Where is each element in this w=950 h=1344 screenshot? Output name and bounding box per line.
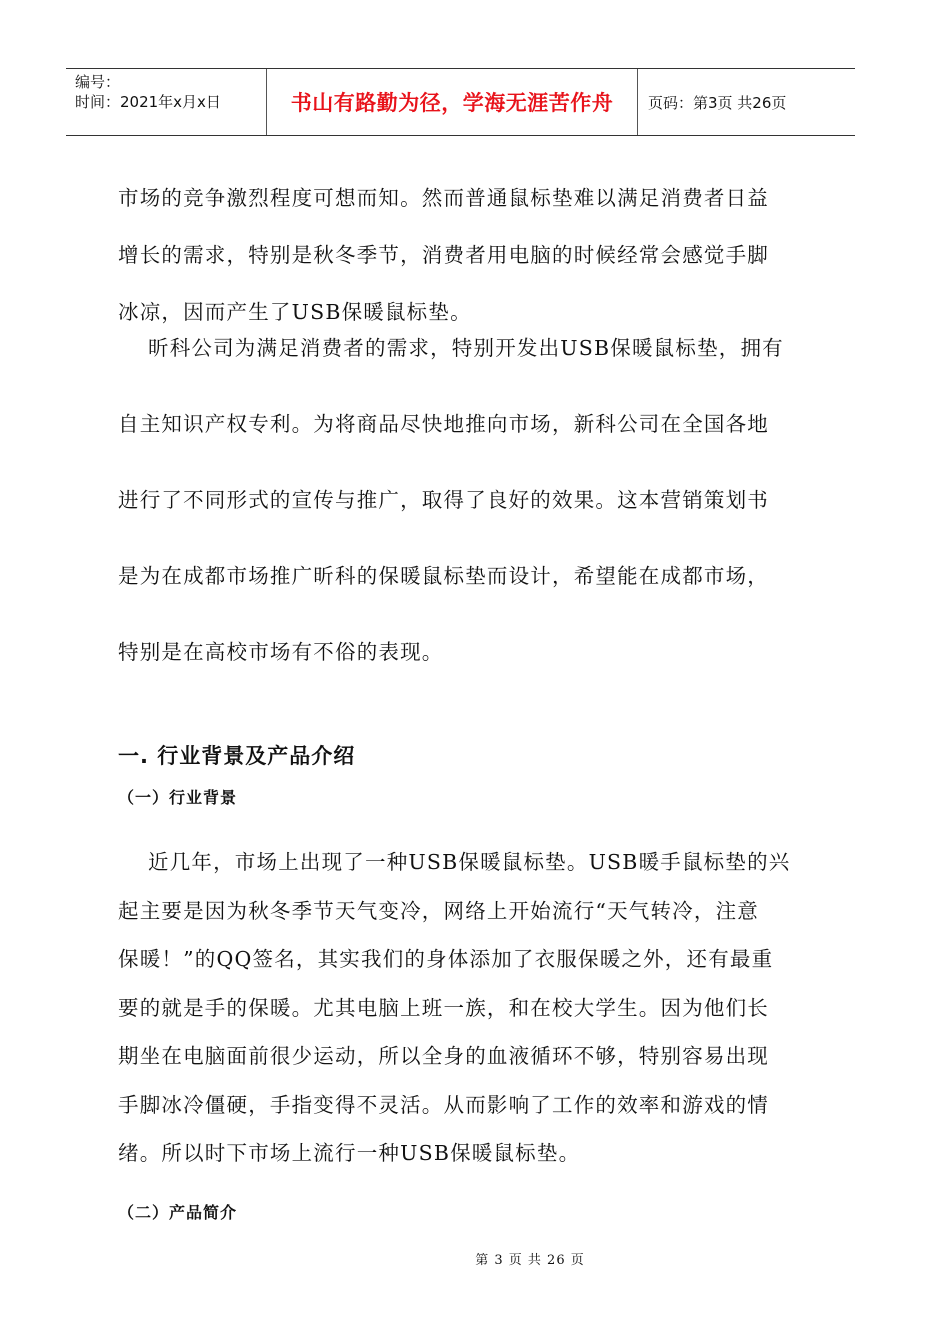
paragraph-line: 起主要是因为秋冬季节天气变冷，网络上开始流行“天气转冷，注意 (118, 898, 759, 923)
paragraph-line: 增长的需求，特别是秋冬季节，消费者用电脑的时候经常会感觉手脚 (118, 243, 769, 267)
paragraph-line: 期坐在电脑面前很少运动，所以全身的血液循环不够，特别容易出现 (118, 1044, 769, 1068)
paragraph-industry-background (118, 838, 808, 1178)
section-heading: 一. 行业背景及产品介绍 (118, 744, 356, 768)
paragraph-line: 昕科公司为满足消费者的需求，特别开发出USB保暖鼠标垫，拥有 (148, 336, 784, 360)
paragraph-line: 要的就是手的保暖。尤其电脑上班一族，和在校大学生。因为他们长 (118, 995, 769, 1020)
paragraph-line: 进行了不同形式的宣传与推广，取得了良好的效果。这本营销策划书 (118, 488, 769, 512)
paragraph-line: 自主知识产权专利。为将商品尽快地推向市场，新科公司在全国各地 (118, 412, 769, 436)
header-page-number: 页码：第3页 共26页 (648, 93, 787, 112)
header-motto: 书山有路勤为径，学海无涯苦作舟 (267, 69, 638, 135)
paragraph-line: 市场的竞争激烈程度可想而知。然而普通鼠标垫难以满足消费者日益 (118, 186, 769, 210)
paragraph-line: 特别是在高校市场有不俗的表现。 (118, 640, 444, 664)
paragraph-line: 冰凉，因而产生了USB保暖鼠标垫。 (118, 300, 472, 324)
footer-page-number: 第 3 页 共 26 页 (475, 1253, 585, 1268)
paragraph-line: 近几年，市场上出现了一种USB保暖鼠标垫。USB暖手鼠标垫的兴 (148, 850, 791, 874)
paragraph-line: 保暖！”的QQ签名，其实我们的身体添加了衣服保暖之外，还有最重 (118, 947, 774, 971)
sub-heading-product-intro: （二）产品简介 (118, 1203, 238, 1222)
paragraph-line: 绪。所以时下市场上流行一种USB保暖鼠标垫。 (118, 1141, 581, 1165)
sub-heading-industry-background: （一）行业背景 (118, 788, 238, 807)
header-table (66, 68, 855, 136)
paragraph-company-intro (118, 310, 808, 690)
time-label: 时间：2021年x月x日 (75, 93, 221, 111)
paragraph-line: 手脚冰冷僵硬，手指变得不灵活。从而影响了工作的效率和游戏的情 (118, 1092, 769, 1117)
paragraph-line: 是为在成都市场推广昕科的保暖鼠标垫而设计，希望能在成都市场， (118, 564, 769, 588)
serial-number-label: 编号： (75, 73, 121, 91)
header-meta (66, 69, 267, 135)
